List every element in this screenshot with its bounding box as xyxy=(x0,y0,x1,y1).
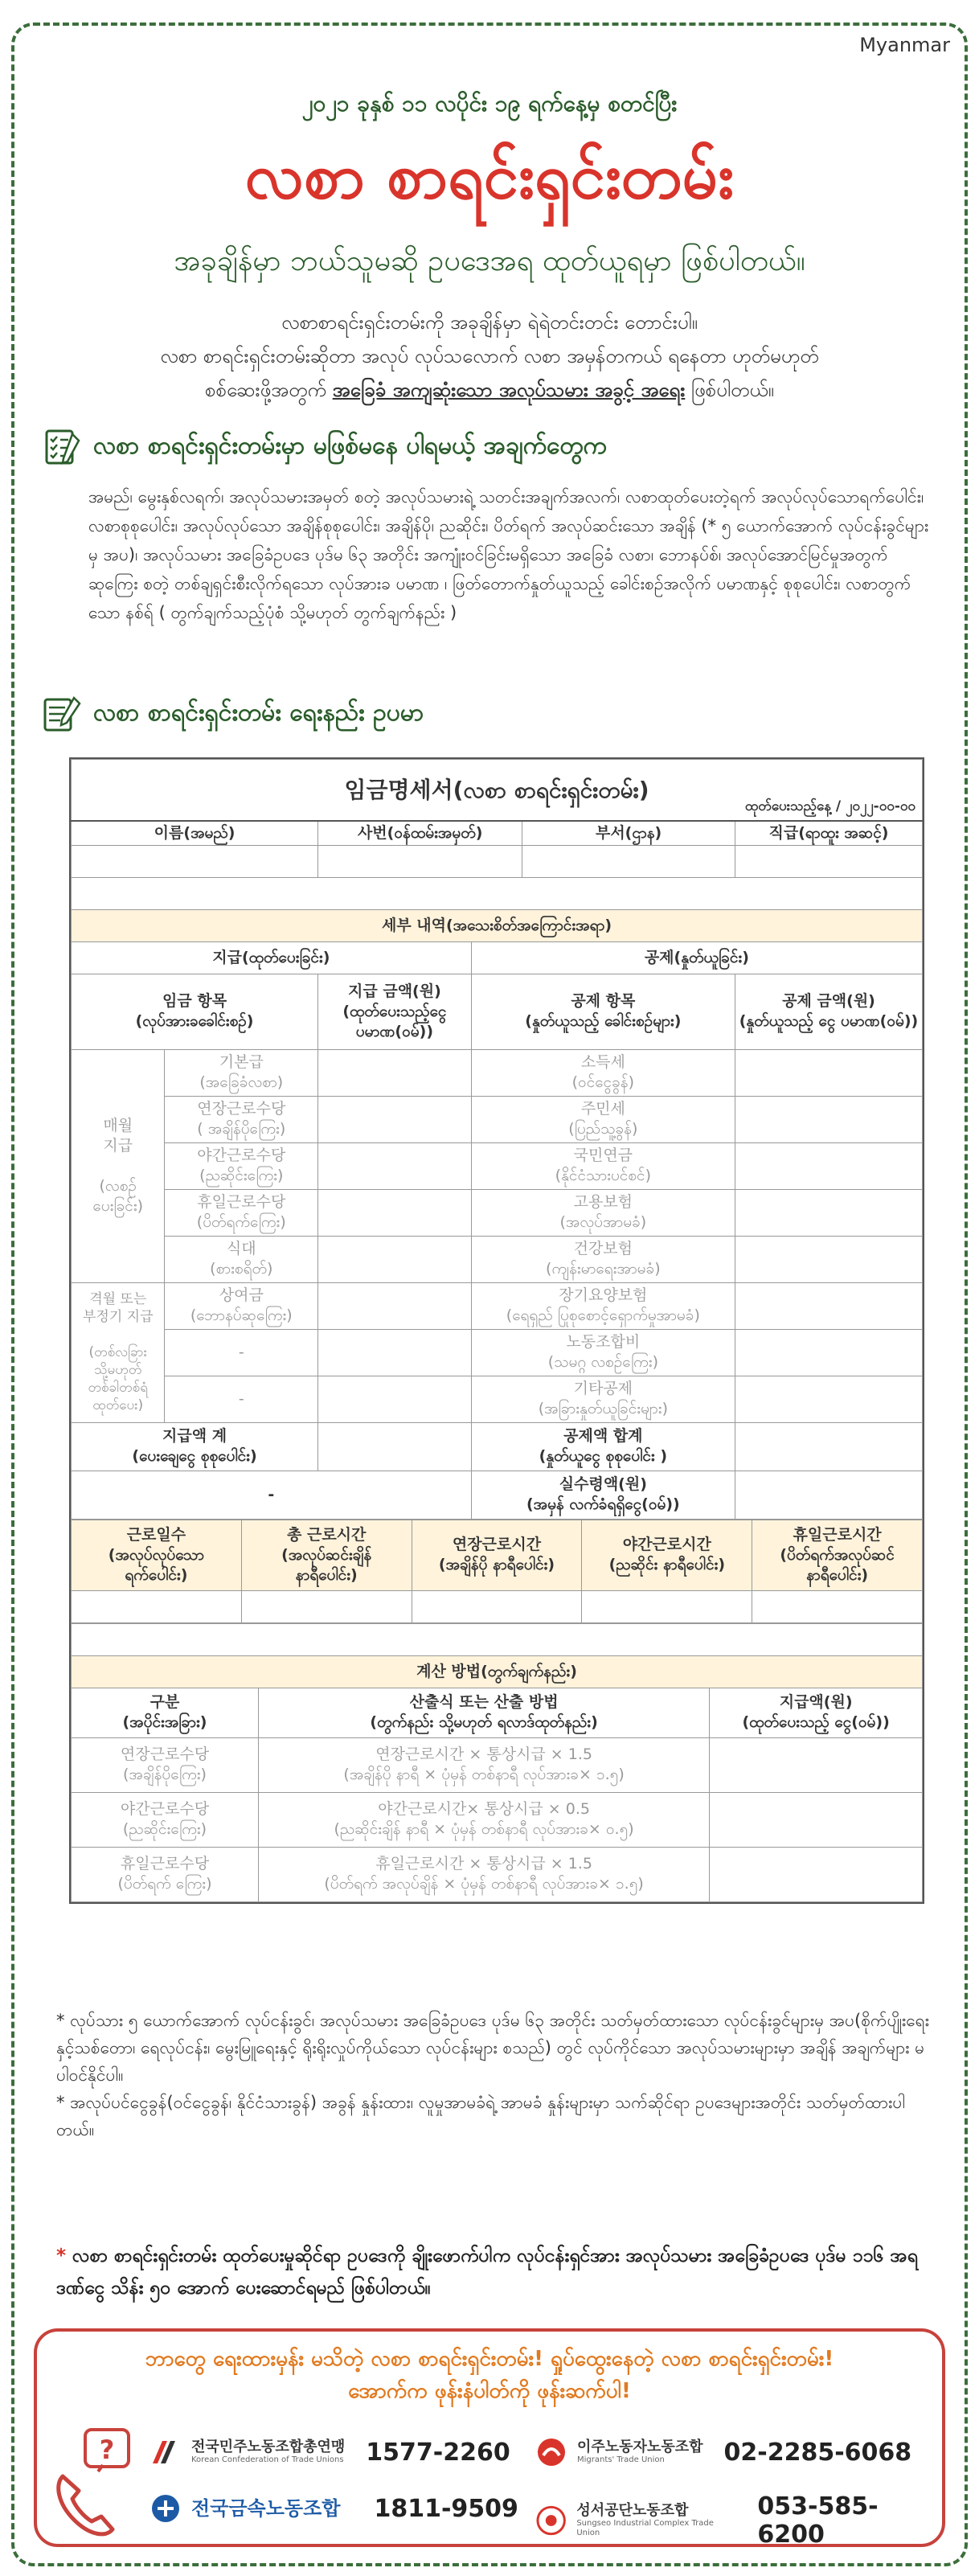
monthly-group-label: 매월 지급 (လစဉ် ပေးခြင်း) xyxy=(72,1049,165,1282)
org-kctu xyxy=(150,2436,510,2468)
org-mtu xyxy=(535,2436,911,2468)
contact-message-line-1: ဘာတွေ ရေးထားမှန်း မသိတဲ့ လစာ စာရင်းရှင်းတမ်း! ရှုပ်ထွေးနေတဲ့ လစာ စာရင်းရှင်းတမ်း! xyxy=(145,2347,834,2371)
deduct-amount-cell xyxy=(735,1049,922,1096)
org-name: 전국민주노동조합총연맹 xyxy=(191,2439,346,2455)
org-subtitle: Migrants' Trade Union xyxy=(577,2455,665,2464)
payslip-pay-date: ထုတ်ပေးသည့်နေ့ / ၂၀၂၂-၀၀-၀၀ xyxy=(744,798,916,814)
kmwu-logo-icon xyxy=(150,2492,182,2525)
pay-item: 식대 (စားစရိတ်) xyxy=(165,1236,318,1282)
checklist-icon xyxy=(40,426,82,468)
deduct-item: 노동조합비 (သမဂ္ဂ လစဉ်ကြေး) xyxy=(471,1329,735,1376)
hours-header: 연장근로시간 (အချိန်ပို နာရီပေါင်း) xyxy=(412,1520,582,1590)
pay-amount-cell xyxy=(318,1329,472,1376)
pay-amount-cell xyxy=(318,1096,472,1142)
kctu-logo-icon xyxy=(150,2436,182,2468)
footnote-1: * လုပ်သား ၅ ယောက်အောက် လုပ်ငန်းခွင်၊ အလုပ်သမား အခြေခံဥပဒေ ပုဒ်မ ၆၃ အတိုင်း သတ်မှတ်ထားသော လုပ်ငန်းခွင်များမှ အပ(စိုက်ပျိုးရေးနှင့်သစ်တော၊ ရေလုပ်ငန်း၊ မွေးမြူရေးနှင့် ရိုးရိုးလှုပ်ကိုယ်သော လုပ်ငန်းများ စသည်) တွင် လုပ်ကိုင်သော အလုပ်သမားများမှာ အချိန် အချက်များ မပါဝင်နိုင်ပါ။ xyxy=(56,2011,930,2085)
footnote-2: * အလုပ်ပင်ငွေခွန်(ဝင်ငွေခွန်၊ နိုင်ငံသားခွန်) အခွန် နှုန်းထား၊ လူမှုအာမခံရဲ့ အာမခံ နှုန်းများမှာ သက်ဆိုင်ရာ ဥပဒေများအတိုင်း သတ်မှတ်ထားပါတယ်။ xyxy=(56,2093,905,2139)
language-label: Myanmar xyxy=(859,34,950,56)
pay-amount-cell xyxy=(318,1142,472,1189)
hours-value-cell xyxy=(752,1590,923,1622)
intro-line-3 xyxy=(48,373,931,407)
intro-highlight: အခြေခံ အကျဆုံးသော အလုပ်သမား အခွင့် အရေး xyxy=(332,379,686,401)
info-name-value xyxy=(72,845,318,877)
hours-value-cell xyxy=(412,1590,582,1622)
svg-text:?: ? xyxy=(99,2434,115,2465)
pay-item-dash: - xyxy=(165,1329,318,1376)
hours-header: 근로일수 (အလုပ်လုပ်သော ရက်ပေါင်း) xyxy=(72,1520,242,1590)
info-header-dept: 부서(ဌာန) xyxy=(522,821,735,846)
hours-value-cell xyxy=(582,1590,752,1622)
pay-amount-cell xyxy=(318,1376,472,1422)
pay-total-label: 지급액 계 (ပေးချေငွေ စုစုပေါင်း) xyxy=(72,1422,318,1471)
deduct-amount-cell xyxy=(735,1329,922,1376)
org-subtitle: Korean Confederation of Trade Unions xyxy=(191,2455,344,2464)
calc-amount-cell xyxy=(710,1792,923,1847)
hours-header: 휴일근로시간 (ပိတ်ရက်အလုပ်ဆင် နာရီပေါင်း) xyxy=(752,1520,923,1590)
deduct-amount-header: 공제 금액(원) (နှုတ်ယူသည့် ငွေ ပမာဏ(ဝမ်)) xyxy=(735,974,922,1049)
payslip-title-cell xyxy=(72,760,923,821)
org-sungseo xyxy=(535,2492,942,2549)
deduct-item-header: 공제 항목 (နှုတ်ယူသည့် ခေါင်းစဉ်များ) xyxy=(471,974,735,1049)
net-pay-value xyxy=(735,1471,922,1519)
deduct-item: 고용보험 (အလုပ်အာမခံ) xyxy=(471,1189,735,1236)
info-empno-value xyxy=(318,845,522,877)
intro-line-2: လစာ စာရင်းရှင်းတမ်းဆိုတာ အလုပ် လုပ်သလောက် လစာ အမှန်တကယ် ရနေတာ ဟုတ်မဟုတ် xyxy=(160,345,819,367)
org-name: 전국금속노동조합 xyxy=(191,2497,341,2520)
deduct-amount-cell xyxy=(735,1236,922,1282)
info-header-name: 이름(အမည်) xyxy=(72,821,318,846)
deduct-item: 국민연금 (နိုင်ငံသားပင်စင်) xyxy=(471,1142,735,1189)
hours-value-cell xyxy=(72,1590,242,1622)
net-pay-label: 실수령액(원) (အမှန် လက်ခံရရှိငွေ(ဝမ်)) xyxy=(471,1471,735,1519)
section-1-title: လစာ စာရင်းရှင်းတမ်းမှာ မဖြစ်မနေ ပါရမယ့် အချက်တွေက xyxy=(93,431,608,460)
deduct-item: 건강보험 (ကျန်းမာရေးအာမခံ) xyxy=(471,1236,735,1282)
penalty-star: * xyxy=(56,2246,67,2266)
pay-amount-cell xyxy=(318,1049,472,1096)
pay-item: 기본급 (အခြေခံလစာ) xyxy=(165,1049,318,1096)
calc-header: 계산 방법(တွက်ချက်နည်း) xyxy=(72,1655,923,1688)
section-2-heading xyxy=(40,693,424,735)
pay-header: 지급(ထုတ်ပေးခြင်း) xyxy=(72,941,472,974)
pay-item: 야간근로수당 (ညဆိုင်းကြေး) xyxy=(165,1142,318,1189)
penalty-text: လစာ စာရင်းရှင်းတမ်း ထုတ်ပေးမှုဆိုင်ရာ ဥပဒေကို ချိုးဖောက်ပါက လုပ်ငန်းရှင်အား အလုပ်သမား အခြေခံဥပဒေ ပုဒ်မ ၁၁၆ အရ ဒဏ်ငွေ သိန်း ၅၀ အောက် ပေးဆောင်ရမည် ဖြစ်ပါတယ်။ xyxy=(56,2246,918,2299)
calc-type: 휴일근로수당 (ပိတ်ရက် ကြေး) xyxy=(72,1847,259,1901)
org-phone[interactable]: 1577-2260 xyxy=(366,2438,510,2467)
penalty-note xyxy=(56,2240,931,2304)
section-1-body: အမည်၊ မွေးနှစ်လရက်၊ အလုပ်သမားအမှတ် စတဲ့ အလုပ်သမားရဲ့ သတင်းအချက်အလက်၊ လစာထုတ်ပေးတဲ့ရက် အလုပ်လုပ်သောရက်ပေါင်း၊ လစာစုစုပေါင်း၊ အလုပ်လုပ်သော အချိန်စုစုပေါင်း၊ အချိန်ပို၊ ညဆိုင်း၊ ပိတ်ရက် အလုပ်ဆင်းသော အချိန် (* ၅ ယောက်အောက် လုပ်ငန်းခွင်များမှ အပ)၊ အလုပ်သမား အခြေခံဥပဒေ ပုဒ်မ ၆၃ အတိုင်း အကျုံးဝင်ခြင်းမရှိသော အခြေခံ လစာ၊ ဘောနပ်စ်၊ အလုပ်အောင်မြင်မှုအတွက် ဆုကြေး စတဲ့ တစ်ချရှင်းစီးလိုက်ရသော လုပ်အားခ ပမာဏ ၊ ဖြတ်တောက်နှုတ်ယူသည့် ခေါင်းစဉ်အလိုက် ပမာဏနှင့် စုစုပေါင်း၊ လစာတွက်သော နစ်ရ် ( တွက်ချက်သည့်ပုံစံ သို့မဟုတ် တွက်ချက်နည်း ) xyxy=(88,487,929,622)
pay-item: 상여금 (ဘောနပ်ဆုကြေး) xyxy=(165,1282,318,1329)
info-rank-value xyxy=(735,845,922,877)
intro-line-3-pre: စစ်ဆေးဖို့အတွက် xyxy=(205,379,333,401)
hours-value-cell xyxy=(241,1590,412,1622)
date-line: ၂၀၂၁ ခုနှစ် ၁၁ လပိုင်း ၁၉ ရက်နေ့မှ စတင်ပြီး xyxy=(301,90,678,117)
deduct-total-value xyxy=(735,1422,922,1471)
deduct-amount-cell xyxy=(735,1096,922,1142)
contact-message-line-2: အောက်က ဖုန်းနံပါတ်ကို ဖုန်းဆက်ပါ! xyxy=(348,2379,631,2403)
org-phone[interactable]: 1811-9509 xyxy=(374,2494,518,2523)
contact-message xyxy=(37,2343,942,2407)
deduct-amount-cell xyxy=(735,1142,922,1189)
deduct-header: 공제(နှုတ်ယူခြင်း) xyxy=(471,941,922,974)
pay-amount-header: 지급 금액(원) (ထုတ်ပေးသည့်ငွေ ပမာဏ(ဝမ်)) xyxy=(318,974,472,1049)
calc-amount-cell xyxy=(710,1737,923,1792)
pay-amount-cell xyxy=(318,1236,472,1282)
detail-header: 세부 내역(အသေးစိတ်အကြောင်းအရာ) xyxy=(72,909,923,941)
hours-header: 총 근로시간 (အလုပ်ဆင်းချိန် နာရီပေါင်း) xyxy=(241,1520,412,1590)
spacer-row xyxy=(72,877,923,909)
deduct-amount-cell xyxy=(735,1376,922,1422)
calc-col-formula: 산출식 또는 산출 방법 (တွက်နည်း သို့မဟုတ် ရလာဒ်ထုတ်နည်း) xyxy=(258,1688,709,1737)
intro-line-3-post: ဖြစ်ပါတယ်။ xyxy=(685,379,774,401)
pay-amount-cell xyxy=(318,1282,472,1329)
phone-help-icon xyxy=(50,2425,138,2537)
contact-box xyxy=(34,2328,945,2547)
calc-amount-cell xyxy=(710,1847,923,1901)
page-subtitle: အခုချိန်မှာ ဘယ်သူမဆို ဥပဒေအရ ထုတ်ယူရမှာ ဖြစ်ပါတယ်။ xyxy=(174,244,805,277)
section-1-heading xyxy=(40,426,607,468)
calc-type: 야간근로수당 (ညဆိုင်းကြေး) xyxy=(72,1792,259,1847)
calc-formula: 연장근로시간 × 통상시급 × 1.5 (အချိန်ပို နာရီ × ပုံမှန် တစ်နာရီ လုပ်အားခ× ၁.၅) xyxy=(258,1737,709,1792)
deduct-item: 주민세 (ပြည်သူ့ခွန်) xyxy=(471,1096,735,1142)
hours-header: 야간근로시간 (ညဆိုင်း နာရီပေါင်း) xyxy=(582,1520,752,1590)
org-phone[interactable]: 02-2285-6068 xyxy=(723,2438,912,2467)
payslip-example xyxy=(69,757,924,1904)
payslip-title: 임금명세서(လစာ စာရင်းရှင်းတမ်း) xyxy=(344,776,649,803)
sungseo-logo-icon xyxy=(535,2504,567,2537)
pay-total-value xyxy=(318,1422,472,1471)
calc-formula: 야간근로시간× 통상시급 × 0.5 (ညဆိုင်းချိန် နာရီ × ပုံမှန် တစ်နာရီ လုပ်အားခ× ၀.၅) xyxy=(258,1792,709,1847)
deduct-total-label: 공제액 합계 (နှုတ်ယူငွေ စုစုပေါင်း ) xyxy=(471,1422,735,1471)
net-pay-dash: - xyxy=(72,1471,472,1519)
calc-col-type: 구분 (အပိုင်းအခြား) xyxy=(72,1688,259,1737)
irregular-group-label: 격월 또는 부정기 지급 (တစ်လခြား သို့မဟုတ် တစ်ခါတစ်ရံ ထုတ်ပေး) xyxy=(72,1282,165,1422)
pay-item-dash: - xyxy=(165,1376,318,1422)
intro-line-1: လစာစာရင်းရှင်းတမ်းကို အခုချိန်မှာ ရဲရဲတင်းတင်း တောင်းပါ။ xyxy=(281,311,698,334)
calc-type: 연장근로수당 (အချိန်ပိုကြေး) xyxy=(72,1737,259,1792)
pay-item-header: 임금 항목 (လုပ်အားခခေါင်းစဉ်) xyxy=(72,974,318,1049)
org-subtitle: Sungseo Industrial Complex Trade Union xyxy=(576,2519,714,2537)
intro-text xyxy=(48,306,931,407)
page-title: လစာ စာရင်းရှင်းတမ်း xyxy=(244,141,735,213)
org-name: 성서공단노동조합 xyxy=(576,2502,689,2519)
deduct-amount-cell xyxy=(735,1282,922,1329)
info-dept-value xyxy=(522,845,735,877)
org-phone[interactable]: 053-585-6200 xyxy=(757,2492,879,2549)
spacer-row xyxy=(72,1623,923,1655)
deduct-item: 장기요양보험 (ရေရှည် ပြုစုစောင့်ရှောက်မှုအာမခံ) xyxy=(471,1282,735,1329)
org-kmwu xyxy=(150,2492,518,2525)
pay-item: 연장근로수당 ( အချိန်ပိုကြေး) xyxy=(165,1096,318,1142)
info-header-empno: 사번(ဝန်ထမ်းအမှတ်) xyxy=(318,821,522,846)
org-name: 이주노동자노동조합 xyxy=(577,2439,703,2455)
footnotes xyxy=(56,2007,931,2143)
calc-col-amount: 지급액(원) (ထုတ်ပေးသည့် ငွေ(ဝမ်)) xyxy=(710,1688,923,1737)
info-header-rank: 직급(ရာထူး အဆင့်) xyxy=(735,821,922,846)
deduct-item: 소득세 (ဝင်ငွေခွန်) xyxy=(471,1049,735,1096)
mtu-logo-icon xyxy=(535,2436,567,2468)
calc-formula: 휴일근로시간 × 통상시급 × 1.5 (ပိတ်ရက် အလုပ်ချိန် × ပုံမှန် တစ်နာရီ လုပ်အားခ× ၁.၅) xyxy=(258,1847,709,1901)
deduct-item: 기타공제 (အခြားနှုတ်ယူခြင်းများ) xyxy=(471,1376,735,1422)
pay-item: 휴일근로수당 (ပိတ်ရက်ကြေး) xyxy=(165,1189,318,1236)
pay-amount-cell xyxy=(318,1189,472,1236)
deduct-amount-cell xyxy=(735,1189,922,1236)
section-2-title: လစာ စာရင်းရှင်းတမ်း ရေးနည်း ဥပမာ xyxy=(93,698,424,727)
pencil-note-icon xyxy=(40,693,82,735)
